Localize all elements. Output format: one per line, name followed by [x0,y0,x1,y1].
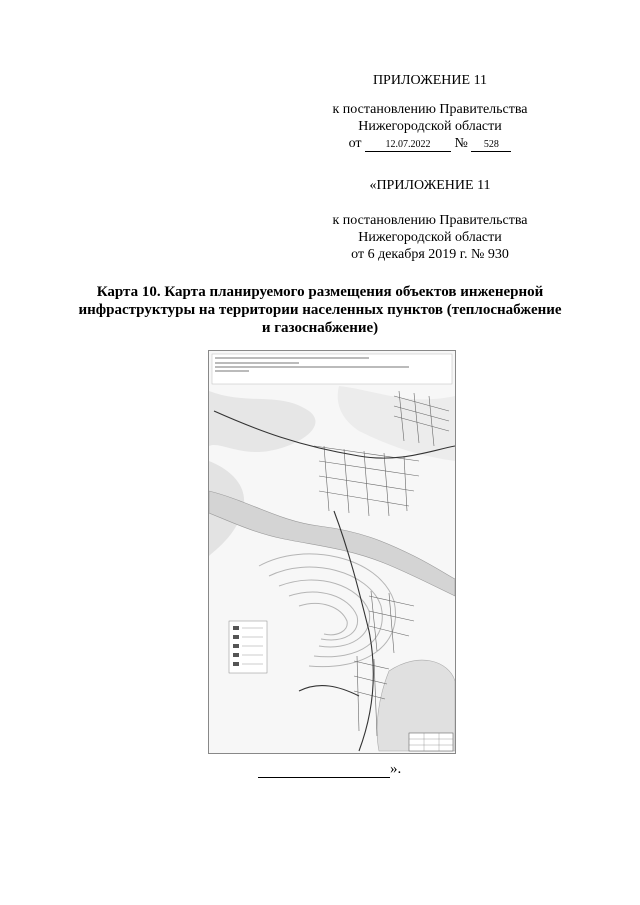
map-title [60,283,580,337]
prior-appendix-title: «ПРИЛОЖЕНИЕ 11 [369,178,491,193]
closing-underline [258,763,390,778]
date-value: 12.07.2022 [365,139,451,152]
appendix-reference [300,101,560,152]
prior-appendix-header [300,177,560,194]
map-title-line-2: инфраструктуры на территории населенных пунктов (теплоснабжение [78,302,562,318]
date-prefix: от [348,136,362,151]
closing-line [258,760,401,778]
prior-appendix-reference [300,212,560,263]
prior-appendix-region: Нижегородской области [358,230,502,245]
prior-appendix-date-line: от 6 декабря 2019 г. № 930 [351,247,509,262]
map-title-line-1: Карта 10. Карта планируемого размещения объектов инженерной [96,284,544,300]
map-drawing [209,351,455,753]
closing-quote: ». [390,761,402,777]
appendix-region: Нижегородской области [358,119,502,134]
appendix-title: ПРИЛОЖЕНИЕ 11 [372,73,488,88]
appendix-date-line [300,135,560,152]
number-value: 528 [471,139,511,152]
map-image [208,350,456,754]
map-title-line-3: и газоснабжение) [261,320,379,336]
appendix-to-resolution: к постановлению Правительства [332,102,528,117]
appendix-header [300,72,560,89]
prior-appendix-to-resolution: к постановлению Правительства [332,213,528,228]
number-sign: № [454,136,468,151]
